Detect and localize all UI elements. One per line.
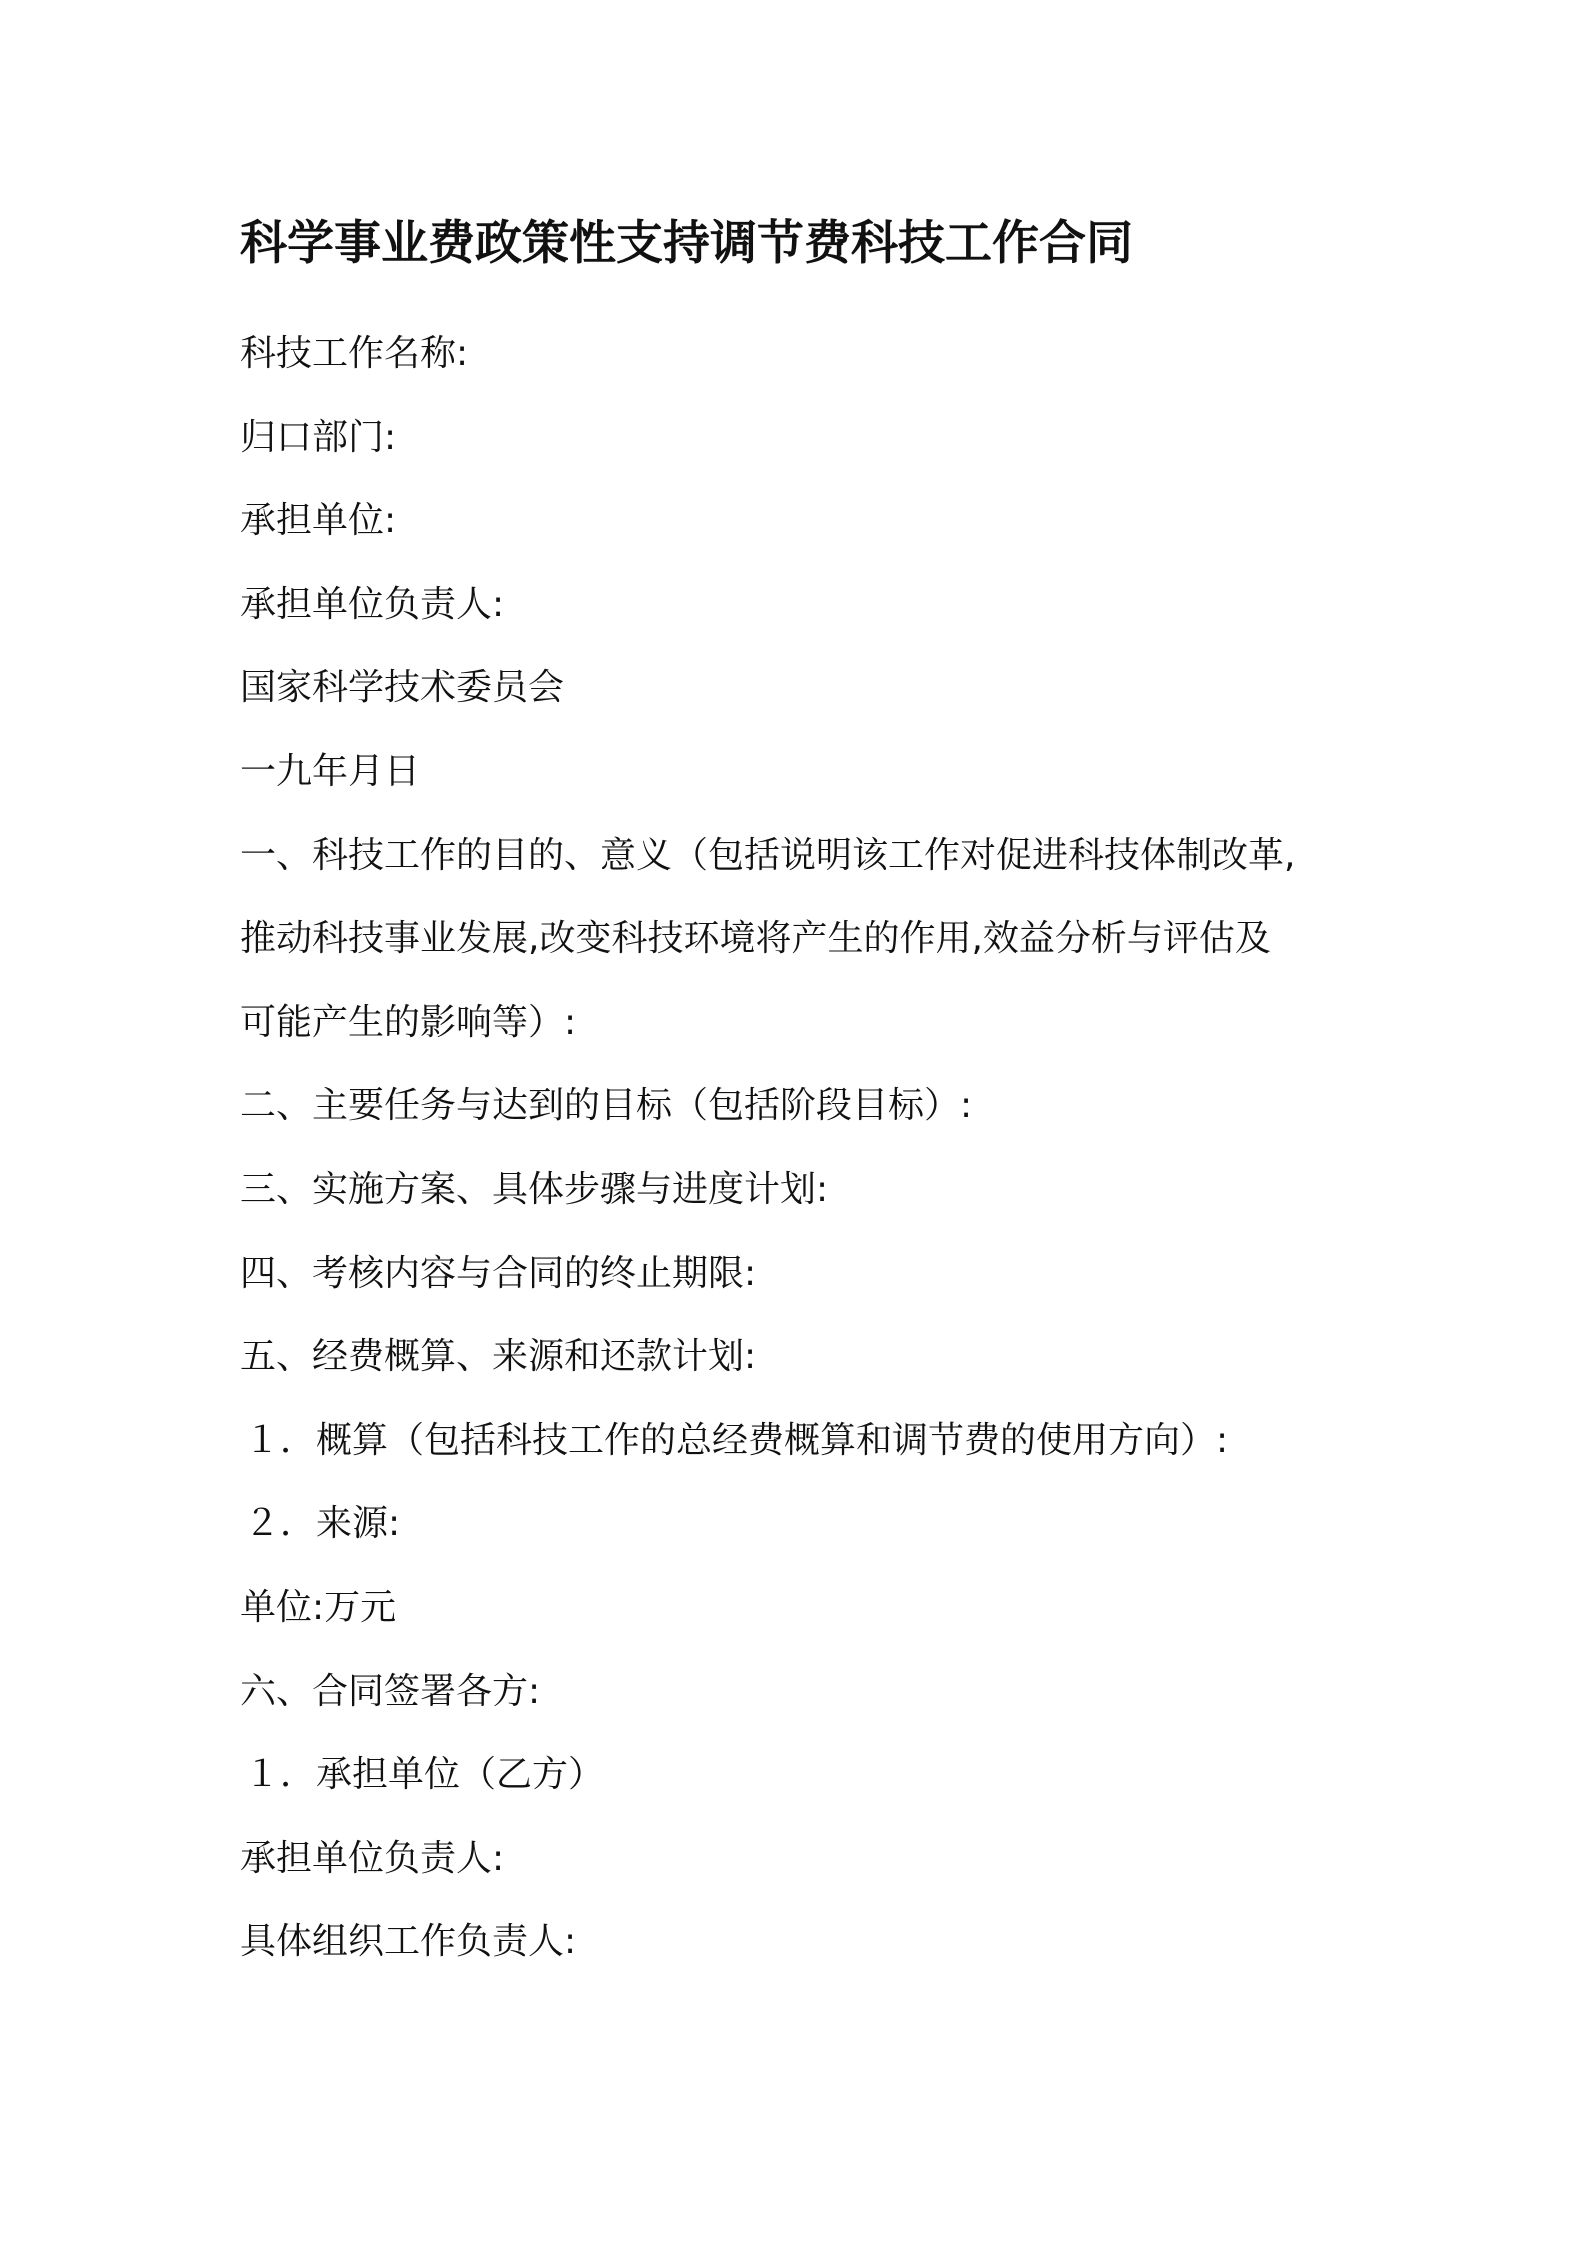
section-5: 五、经费概算、来源和还款计划: [240, 1336, 757, 1377]
document-title: 科学事业费政策性支持调节费科技工作合同 [240, 216, 1133, 271]
section-6: 六、合同签署各方: [240, 1671, 541, 1712]
section-1-line-1: 一、科技工作的目的、意义（包括说明该工作对促进科技体制改革, [240, 835, 1296, 876]
section-1-line-3: 可能产生的影响等）: [240, 1002, 577, 1043]
field-work-name: 科技工作名称: [240, 333, 469, 374]
section-5-item-1: １．概算（包括科技工作的总经费概算和调节费的使用方向）: [244, 1420, 1229, 1461]
field-undertaking-unit: 承担单位: [240, 500, 397, 541]
signatory-unit-leader: 承担单位负责人: [240, 1838, 505, 1879]
unit-note: 单位:万元 [240, 1587, 397, 1628]
field-unit-leader: 承担单位负责人: [240, 584, 505, 625]
section-6-item-1: １．承担单位（乙方） [244, 1754, 605, 1795]
section-3: 三、实施方案、具体步骤与进度计划: [240, 1169, 829, 1210]
issuer-name: 国家科学技术委员会 [240, 667, 565, 708]
section-1-line-2: 推动科技事业发展,改变科技环境将产生的作用,效益分析与评估及 [240, 918, 1271, 959]
date-line: 一九年月日 [240, 751, 421, 792]
section-5-item-2: ２．来源: [244, 1503, 401, 1544]
section-2: 二、主要任务与达到的目标（包括阶段目标）: [240, 1085, 973, 1126]
section-4: 四、考核内容与合同的终止期限: [240, 1253, 757, 1294]
signatory-organizer: 具体组织工作负责人: [240, 1921, 577, 1962]
field-department: 归口部门: [240, 417, 397, 458]
